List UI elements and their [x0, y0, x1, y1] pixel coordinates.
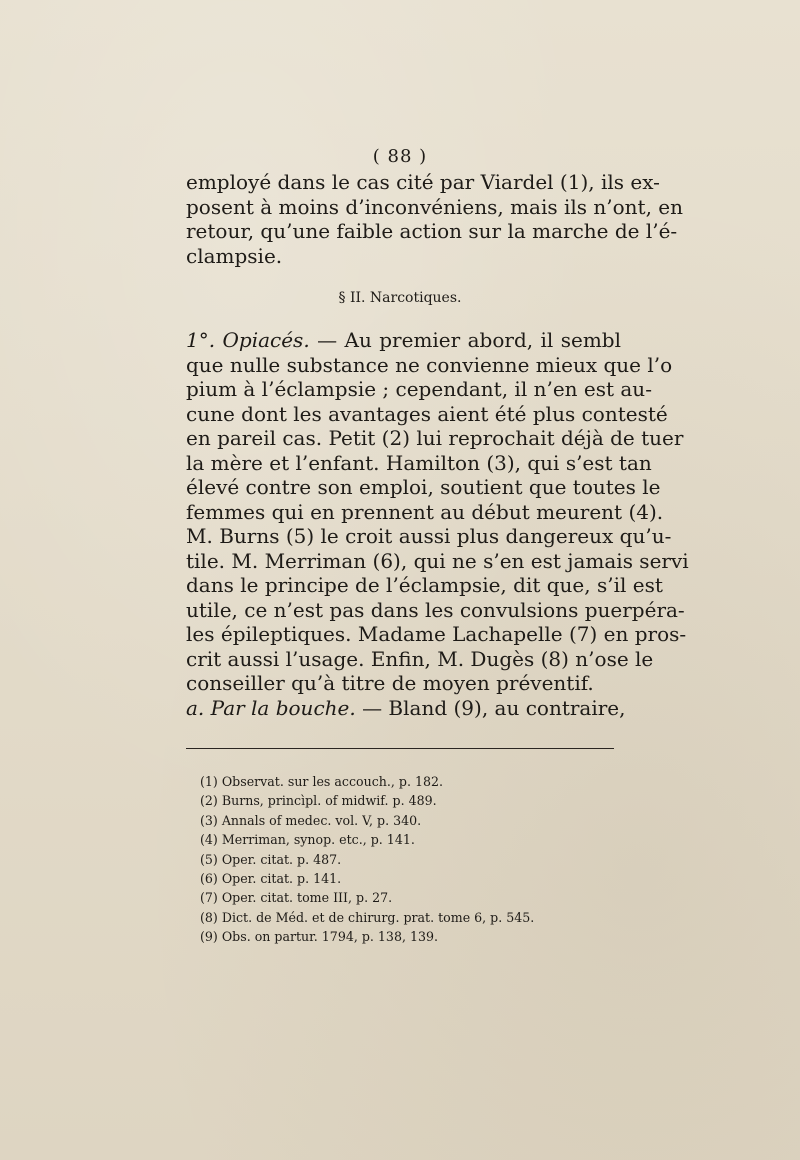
body-line: retour, qu’une faible action sur la marche de l’é- — [186, 219, 678, 243]
footnotes — [200, 772, 535, 947]
body-line: la mère et l’enfant. Hamilton (3), qui s’est tan — [186, 450, 652, 475]
body-line: tile. M. Merriman (6), qui ne s’en est jamais servi — [186, 548, 689, 573]
section-heading: § II. Narcotiques. — [338, 290, 462, 306]
footnote: (1) Observat. sur les accouch., p. 182. — [200, 774, 443, 789]
opiates-label: 1°. Opiacés. — [186, 328, 310, 352]
body-line: que nulle substance ne convienne mieux que l’o — [186, 352, 673, 377]
footnote: (8) Dict. de Méd. et de chirurg. prat. tome 6, p. 545. — [200, 909, 535, 925]
body-line: clampsie. — [186, 243, 283, 268]
footnote-rule — [186, 748, 614, 749]
body-line: cune dont les avantages aient été plus contesté — [186, 401, 668, 426]
footnote: (7) Oper. citat. tome III, p. 27. — [200, 890, 393, 906]
body-line: pium à l’éclampsie ; cependant, il n’en est au- — [186, 377, 652, 401]
body-line: utile, ce n’est pas dans les convulsions puerpéra- — [186, 597, 685, 622]
mouth-label: a. Par la bouche. — [186, 695, 356, 720]
body-line: élevé contre son emploi, soutient que toutes le — [186, 475, 661, 499]
footnote: (4) Merriman, synop. etc., p. 141. — [200, 832, 415, 848]
body-line: femmes qui en prennent au début meurent (4). — [186, 499, 664, 524]
mouth-text: — Bland (9), au contraire, — [355, 695, 626, 720]
footnote: (3) Annals of medec. vol. V, p. 340. — [200, 812, 422, 828]
footnote: (2) Burns, princìpl. of midwif. p. 489. — [200, 793, 437, 809]
body-line: en pareil cas. Petit (2) lui reprochait déjà de tuer — [186, 426, 684, 450]
footnote: (5) Oper. citat. p. 487. — [200, 851, 342, 867]
body-line: conseiller qu’à titre de moyen préventif. — [186, 671, 594, 695]
body-line — [186, 695, 626, 721]
body-line: posent à moins d’inconvéniens, mais ils n’ont, en — [186, 194, 684, 219]
body-line: crit aussi l’usage. Enfin, M. Dugès (8) n’ose le — [186, 646, 654, 671]
body-line: employé dans le cas cité par Viardel (1), ils ex- — [186, 170, 660, 194]
footnote: (6) Oper. citat. p. 141. — [200, 870, 342, 886]
top-paragraph — [186, 170, 684, 268]
page-number: ( 88 ) — [372, 146, 428, 167]
body-line: M. Burns (5) le croit aussi plus dangereux qu’u- — [186, 524, 672, 548]
opiates-paragraph — [186, 328, 689, 720]
body-line — [186, 328, 621, 353]
opiates-line-text: — Au premier abord, il sembl — [309, 328, 621, 352]
footnote: (9) Obs. on partur. 1794, p. 138, 139. — [200, 929, 439, 945]
body-line: les épileptiques. Madame Lachapelle (7) en pros- — [186, 622, 687, 646]
body-line: dans le principe de l’éclampsie, dit que, s’il est — [186, 573, 663, 597]
